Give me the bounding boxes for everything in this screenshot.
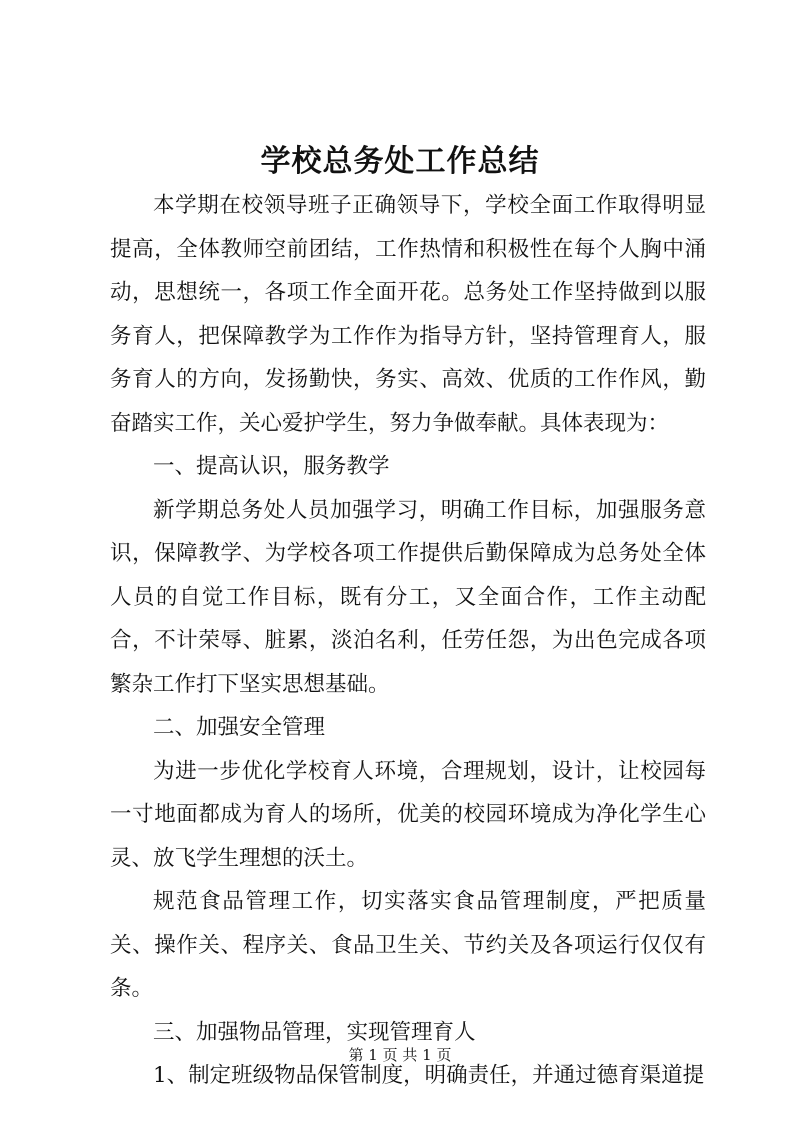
section-2-paragraph-2: 规范食品管理工作，切实落实食品管理制度，严把质量关、操作关、程序关、食品卫生关、节约关及各项运行仅仅有条。: [110, 889, 706, 1001]
page-footer: 第 1 页 共 1 页: [348, 1046, 452, 1064]
section-heading-2: 二、加强安全管理: [153, 715, 326, 740]
section-heading-1: 一、提高认识，服务教学: [153, 454, 390, 479]
section-heading-3: 三、加强物品管理，实现管理育人: [153, 1019, 476, 1045]
document-title: 学校总务处工作总结: [260, 144, 540, 179]
section-3-item-1: 1、制定班级物品保管制度，明确责任，并通过德育渠道提: [153, 1063, 705, 1088]
section-1-paragraph: 新学期总务处人员加强学习，明确工作目标，加强服务意识，保障教学、为学校各项工作提供后勤保障成为总务处全体人员的自觉工作目标，既有分工，又全面合作，工作主动配合，不计荣辱、脏累，淡泊名利，任劳任怨，为出色完成各项繁杂工作打下坚实思想基础。: [110, 497, 706, 697]
section-2-paragraph-1: 为进一步优化学校育人环境，合理规划，设计，让校园每一寸地面都成为育人的场所，优美的校园环境成为净化学生心灵、放飞学生理想的沃土。: [110, 758, 706, 871]
intro-paragraph: 本学期在校领导班子正确领导下，学校全面工作取得明显提高，全体教师空前团结，工作热情和积极性在每个人胸中涌动，思想统一，各项工作全面开花。总务处工作坚持做到以服务育人，把保障教学为工作作为指导方针，坚持管理育人，服务育人的方向，发扬勤快，务实、高效、优质的工作作风，勤奋踏实工作，关心爱护学生，努力争做奉献。具体表现为：: [110, 193, 706, 436]
document-body: [110, 184, 706, 1098]
